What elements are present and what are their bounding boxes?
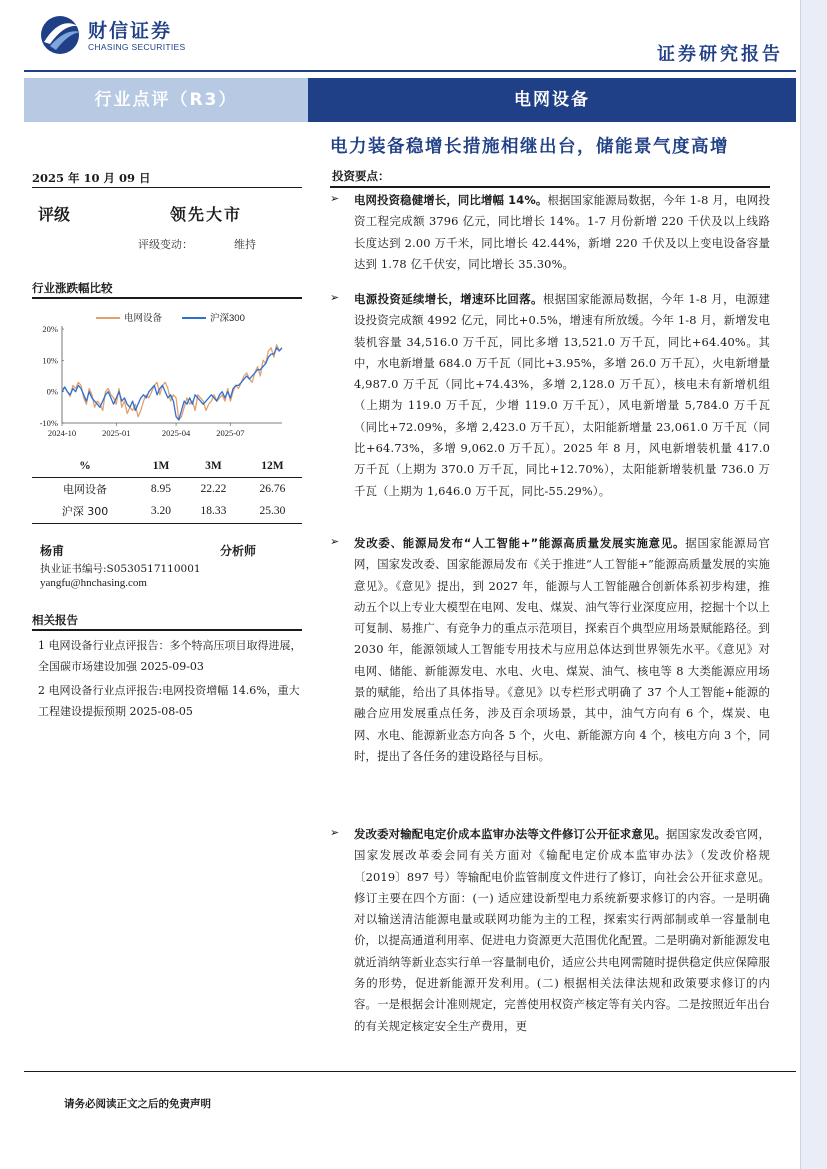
legend-label: 电网设备 (124, 313, 163, 324)
related-reports-rule (32, 629, 302, 631)
key-point-heading: 电源投资延续增长，增速环比回落。 (354, 292, 543, 306)
key-point-text (354, 533, 770, 767)
key-points-title: 投资要点： (332, 169, 390, 183)
performance-chart (32, 303, 302, 441)
table-row (32, 477, 302, 500)
table-row (32, 500, 302, 523)
table-cell: 电网设备 (63, 482, 108, 496)
document-type: 证券研究报告 (657, 44, 783, 65)
report-category-band (24, 78, 308, 122)
series-line-csi300 (62, 348, 282, 420)
y-tick-label: 10% (42, 355, 58, 366)
rating-value: 领先大市 (170, 205, 243, 224)
logo-subtitle: CHASING SECURITIES (88, 42, 186, 52)
bullet-arrow-icon: ➢ (330, 291, 340, 304)
table-cell: 3.20 (138, 500, 184, 523)
key-point-body: 根据国家能源局数据，今年 1-8 月，电源建设投资完成额 4992 亿元，同比+0.5%，增速有所放缓。今年 1-8 月，新增发电装机容量 34,516.0 万千瓦，同比多增 13,521.0 万千瓦，同比+64.40%。其中，水电新增量 684.0 万千瓦（同比+3.95%，多增 26.0 万千瓦），火电新增量 4,987.0 万千瓦（同比+74.43%，多增 2,128.0 万千瓦），核电未有新增机组（上期为 119.0 万千瓦，少增 119.0 万千瓦），风电新增量 5,784.0 万千瓦（同比+72.09%，多增 2,423.0 万千瓦），太阳能新增量 23,061.0 万千瓦（同比+64.73%，多增 9,062.0 万千瓦）。2025 年 8 月，风电新增装机量 417.0 万千瓦（上期为 370.0 万千瓦，同比+12.70%），太阳能新增装机量 736.0 万千瓦（上期为 1,646.0 万千瓦，同比-55.29%）。 (354, 292, 771, 498)
key-points-rule (330, 186, 770, 188)
report-date (32, 170, 302, 188)
analyst-name: 杨甫 (40, 544, 65, 558)
bullet-arrow-icon: ➢ (330, 826, 340, 839)
key-point-text (354, 190, 770, 275)
x-tick-label: 2025-04 (161, 428, 191, 438)
table-header: % (32, 455, 138, 477)
report-date-text: 2025 年 10 月 09 日 (32, 171, 151, 185)
table-cell: 18.33 (184, 500, 243, 523)
key-point-body: 根据国家能源局数据，今年 1-8 月，电网投资工程完成额 3796 亿元，同比增长 14%。1-7 月份新增 220 千伏及以上线路长度达到 2.00 万千米，同比增长 42.44%，新增 220 千伏及以上变电设备容量达到 1.78 亿千伏安，同比增长 35.30%。 (354, 193, 770, 271)
performance-chart-svg (32, 303, 302, 441)
table-header: 3M (184, 455, 243, 477)
related-report-item[interactable]: 2 电网设备行业点评报告:电网投资增幅 14.6%，重大工程建设提振预期 2025-08-05 (38, 684, 300, 718)
report-category: 行业点评（R3） (94, 90, 238, 110)
x-tick-label: 2025-07 (216, 428, 245, 438)
disclaimer-note[interactable]: 请务必阅读正文之后的免责声明 (64, 1098, 211, 1110)
table-cell: 22.22 (200, 482, 227, 495)
key-point-heading: 发改委对输配电定价成本监审办法等文件修订公开征求意见。 (354, 827, 666, 841)
legend-label: 沪深300 (210, 313, 245, 324)
key-point-heading: 电网投资稳健增长，同比增幅 14%。 (354, 193, 548, 207)
y-tick-label: 0% (46, 386, 58, 397)
table-cell: 沪深 300 (32, 500, 138, 523)
table-cell: 26.76 (259, 482, 286, 495)
rating-change-label: 评级变动： (138, 238, 193, 251)
table-header: 12M (243, 455, 302, 477)
industry-band (308, 78, 796, 122)
industry-name: 电网设备 (514, 90, 590, 110)
key-point-body: 据国家能源局官网，国家发改委、国家能源局发布《关于推进“人工智能+”能源高质量发展的实施意见》。《意见》提出，到 2027 年，能源与人工智能融合创新体系初步构建，推动五个以上专业大模型在电网、发电、煤炭、油气等行业深度应用，挖掘十个以上可复制、易推广、有竞争力的重点示范项目，探索百个典型应用场景赋能路径。到 2030 年，能源领域人工智能专用技术与应用总体达到世界领先水平。《意见》对电网、储能、新能源发电、水电、火电、煤炭、油气、核电等 8 大类能源应用场景的赋能，给出了具体指导。《意见》以专栏形式明确了 37 个人工智能+能源的融合应用发展重点任务，涉及百余项场景，其中，油气方向有 6 个，煤炭、电网、水电、能源新业态方向各 5 个，火电、新能源方向 4 个，核电方向 3 个，同时，提出了各任务的建设路径与目标。 (354, 536, 770, 763)
table-cell: 25.30 (243, 500, 302, 523)
side-strip (800, 0, 827, 1169)
y-tick-label: 20% (42, 324, 58, 334)
rating-label: 评级 (38, 205, 71, 224)
y-tick-label: -10% (39, 418, 58, 428)
analyst-role: 分析师 (220, 544, 257, 558)
x-tick-label: 2024-10 (47, 428, 77, 438)
performance-table (32, 455, 302, 524)
header-divider (24, 70, 796, 72)
key-point-text (354, 289, 770, 502)
key-point-heading: 发改委、能源局发布“人工智能+”能源高质量发展实施意见。 (354, 536, 686, 550)
logo-name: 财信证券 (88, 20, 173, 42)
rating-change-value: 维持 (234, 238, 256, 251)
key-point-4 (330, 824, 770, 1037)
table-header: 1M (138, 455, 184, 477)
chart-section-title: 行业涨跌幅比较 (32, 281, 113, 295)
logo-mark-icon (36, 14, 84, 56)
chart-series (62, 345, 282, 420)
bullet-arrow-icon: ➢ (330, 192, 340, 205)
analyst-certificate: 执业证书编号:S0530517110001 (40, 563, 201, 575)
key-point-3 (330, 533, 770, 767)
key-point-text (354, 824, 770, 1037)
chart-axes (40, 324, 282, 438)
related-reports-title: 相关报告 (32, 613, 78, 627)
table-header-row (32, 455, 302, 477)
series-line-grid-equipment (62, 345, 282, 420)
related-report-item[interactable]: 1 电网设备行业点评报告：多个特高压项目取得进展，全国碳市场建设加强 2025-09-03 (38, 639, 302, 673)
chart-legend (96, 312, 245, 324)
footer-divider (24, 1071, 796, 1072)
x-tick-label: 2025-01 (102, 428, 131, 438)
analyst-email[interactable]: yangfu@hnchasing.com (40, 577, 147, 589)
chart-section-rule (32, 297, 302, 299)
bullet-arrow-icon: ➢ (330, 535, 340, 548)
key-point-2 (330, 289, 770, 502)
report-title: 电力装备稳增长措施相继出台，储能景气度高增 (330, 137, 729, 157)
table-cell: 8.95 (150, 482, 172, 495)
key-point-body: 据国家发改委官网，国家发展改革委会同有关方面对《输配电定价成本监审办法》（发改价格规〔2019〕897 号）等输配电价监管制度文件进行了修订，向社会公开征求意见。修订主要在四个方面：(一) 适应建设新型电力系统新要求修订的内容。一是明确对以输送清洁能源电量或联网功能为主的工程，探索实行两部制或单一容量制电价，以提高通道利用率、促进电力资源更大范围优化配置。二是明确对新能源发电就近消纳等新业态实行单一容量制电价，适应公共电网需随时提供稳定供应保障服务的形势，促进新能源开发利用。(二) 根据相关法律法规和政策要求修订的内容。一是根据会计准则规定，完善使用权资产核定等有关内容。二是按照近年出台的有关规定核定安全生产费用，更 (354, 827, 770, 1033)
key-point-1 (330, 190, 770, 275)
